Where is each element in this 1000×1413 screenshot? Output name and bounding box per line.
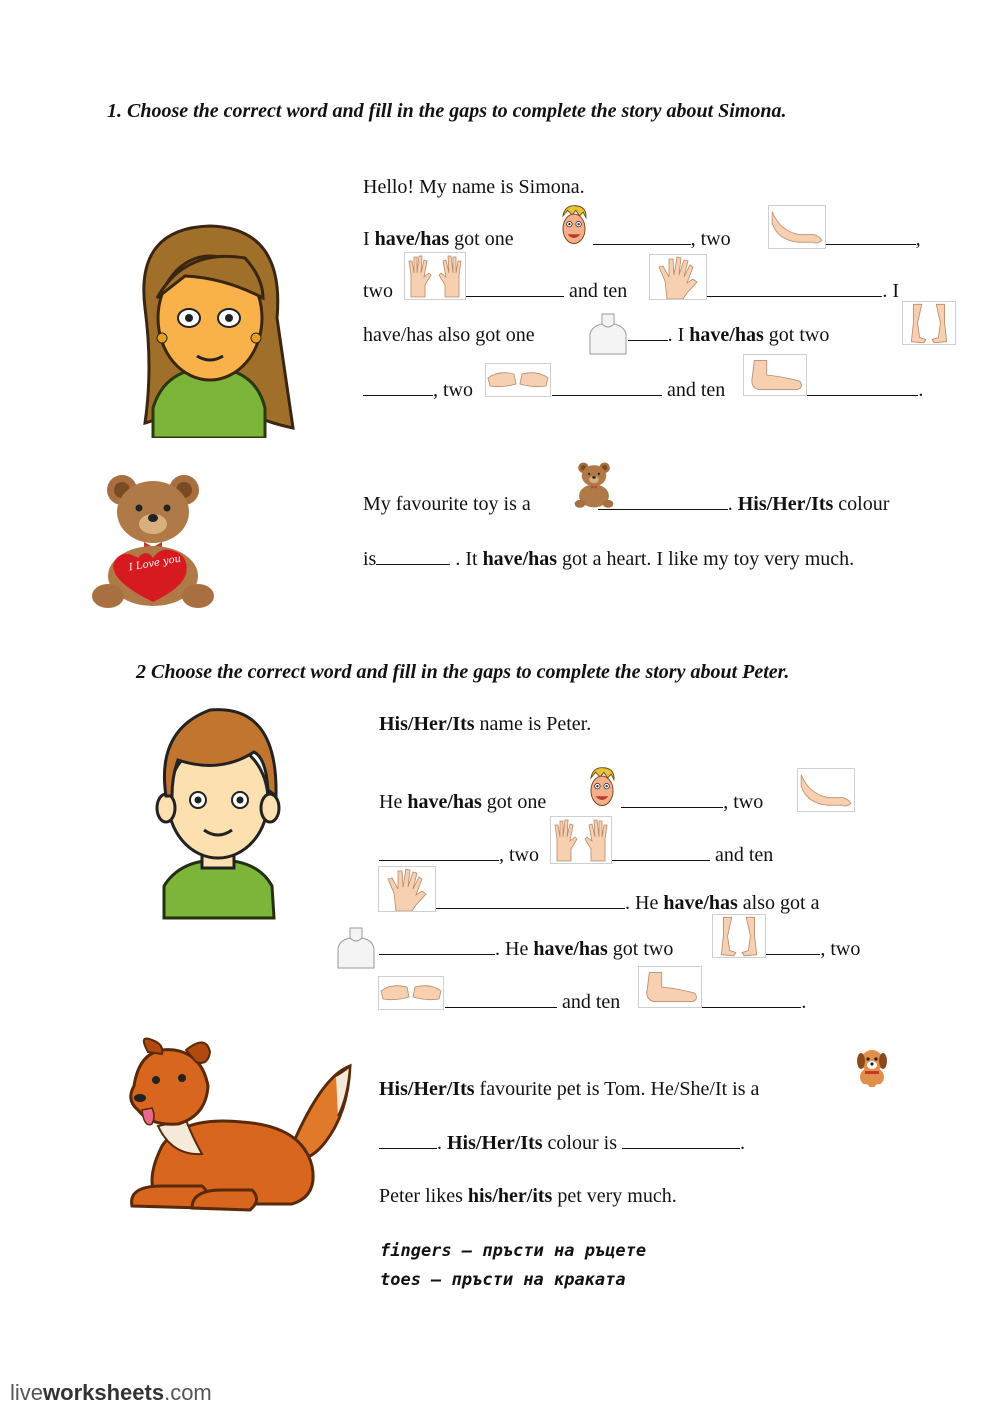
blank-input[interactable] <box>622 1131 740 1149</box>
glossary-fingers: fingers – пръсти на ръцете <box>380 1241 647 1261</box>
exercise-1-heading: 1. Choose the correct word and fill in the gaps to complete the story about Simona. <box>107 100 787 122</box>
foot-icon <box>743 354 807 396</box>
peter-line-5: . He have/has got two , two <box>379 937 860 961</box>
peter-line-4: . He have/has also got a <box>379 891 819 915</box>
simona-line-5: , two and ten . <box>363 378 923 402</box>
teddy-bear-icon <box>572 458 616 510</box>
blank-input[interactable] <box>692 279 882 297</box>
feet-icon <box>485 363 551 397</box>
blank-input[interactable] <box>598 492 728 510</box>
shoulders-icon <box>588 312 628 356</box>
dog-icon <box>122 1036 354 1216</box>
peter-line-1: His/Her/Its name is Peter. <box>379 713 592 735</box>
glossary-toes: toes – пръсти на краката <box>380 1270 626 1290</box>
girl-face-icon <box>125 218 295 438</box>
hand-icon <box>378 866 436 912</box>
shoulders-icon <box>336 926 376 970</box>
blank-input[interactable] <box>689 990 801 1008</box>
simona-line-4: have/has also got one . I have/has got two <box>363 324 830 346</box>
exercise-2-heading: 2 Choose the correct word and fill in the gaps to complete the story about Peter. <box>136 661 790 683</box>
hand-icon <box>649 254 707 300</box>
arm-icon <box>768 205 826 249</box>
blank-input[interactable] <box>376 547 450 565</box>
hands-icon <box>404 252 466 300</box>
pet-line-1: His/Her/Its favourite pet is Tom. He/She/It is a <box>379 1078 760 1100</box>
watermark-logo: liveworksheets.com <box>10 1380 212 1405</box>
legs-icon <box>902 301 956 345</box>
peter-line-3: , two and ten <box>379 843 773 867</box>
pet-line-2: . His/Her/Its colour is . <box>379 1131 745 1155</box>
teddy-bear-icon <box>88 470 218 610</box>
legs-icon <box>712 914 766 958</box>
blank-input[interactable] <box>379 843 499 861</box>
arm-icon <box>797 768 855 812</box>
choice-have-has[interactable]: have/has <box>533 938 608 960</box>
choice-his-her-its[interactable]: his/her/its <box>467 1185 553 1207</box>
choice-have-has[interactable]: have/has <box>482 548 558 570</box>
heart-text: I Love you <box>128 553 182 574</box>
choice-his-her-its[interactable]: His/Her/Its <box>379 1078 475 1100</box>
choice-have-has[interactable]: have/has <box>407 791 482 813</box>
pet-line-3: Peter likes his/her/its pet very much. <box>379 1185 677 1207</box>
blank-input[interactable] <box>552 378 662 396</box>
face-icon <box>583 765 621 811</box>
simona-line-1: Hello! My name is Simona. <box>363 176 585 198</box>
hands-icon <box>550 816 612 864</box>
blank-input[interactable] <box>445 990 557 1008</box>
blank-input[interactable] <box>379 1131 437 1149</box>
puppy-icon <box>852 1040 892 1096</box>
toy-line-1: My favourite toy is a . His/Her/Its colour <box>363 493 890 515</box>
choice-his-her-its[interactable]: His/Her/Its <box>447 1132 543 1154</box>
blank-input[interactable] <box>464 279 564 297</box>
blank-input[interactable] <box>806 378 918 396</box>
toy-line-2: is . It have/has got a heart. I like my toy very much. <box>363 548 855 570</box>
blank-input[interactable] <box>379 937 495 955</box>
boy-face-icon <box>150 700 285 920</box>
simona-line-2: I have/has got one , two , <box>363 228 921 250</box>
blank-input[interactable] <box>363 378 433 396</box>
blank-input[interactable] <box>435 891 625 909</box>
choice-have-has[interactable]: have/has <box>689 324 764 346</box>
face-icon <box>555 203 593 249</box>
choice-have-has[interactable]: have/has <box>374 228 450 250</box>
peter-line-6: and ten . <box>379 990 806 1014</box>
choice-have-has[interactable]: have/has <box>663 892 738 914</box>
choice-his-her-its[interactable]: His/Her/Its <box>379 713 475 735</box>
blank-input[interactable] <box>610 843 710 861</box>
foot-icon <box>638 966 702 1008</box>
choice-his-her-its[interactable]: His/Her/Its <box>737 493 834 515</box>
peter-line-2: He have/has got one , two <box>379 791 764 813</box>
simona-line-3: two and ten . I <box>363 280 899 302</box>
feet-icon <box>378 976 444 1010</box>
